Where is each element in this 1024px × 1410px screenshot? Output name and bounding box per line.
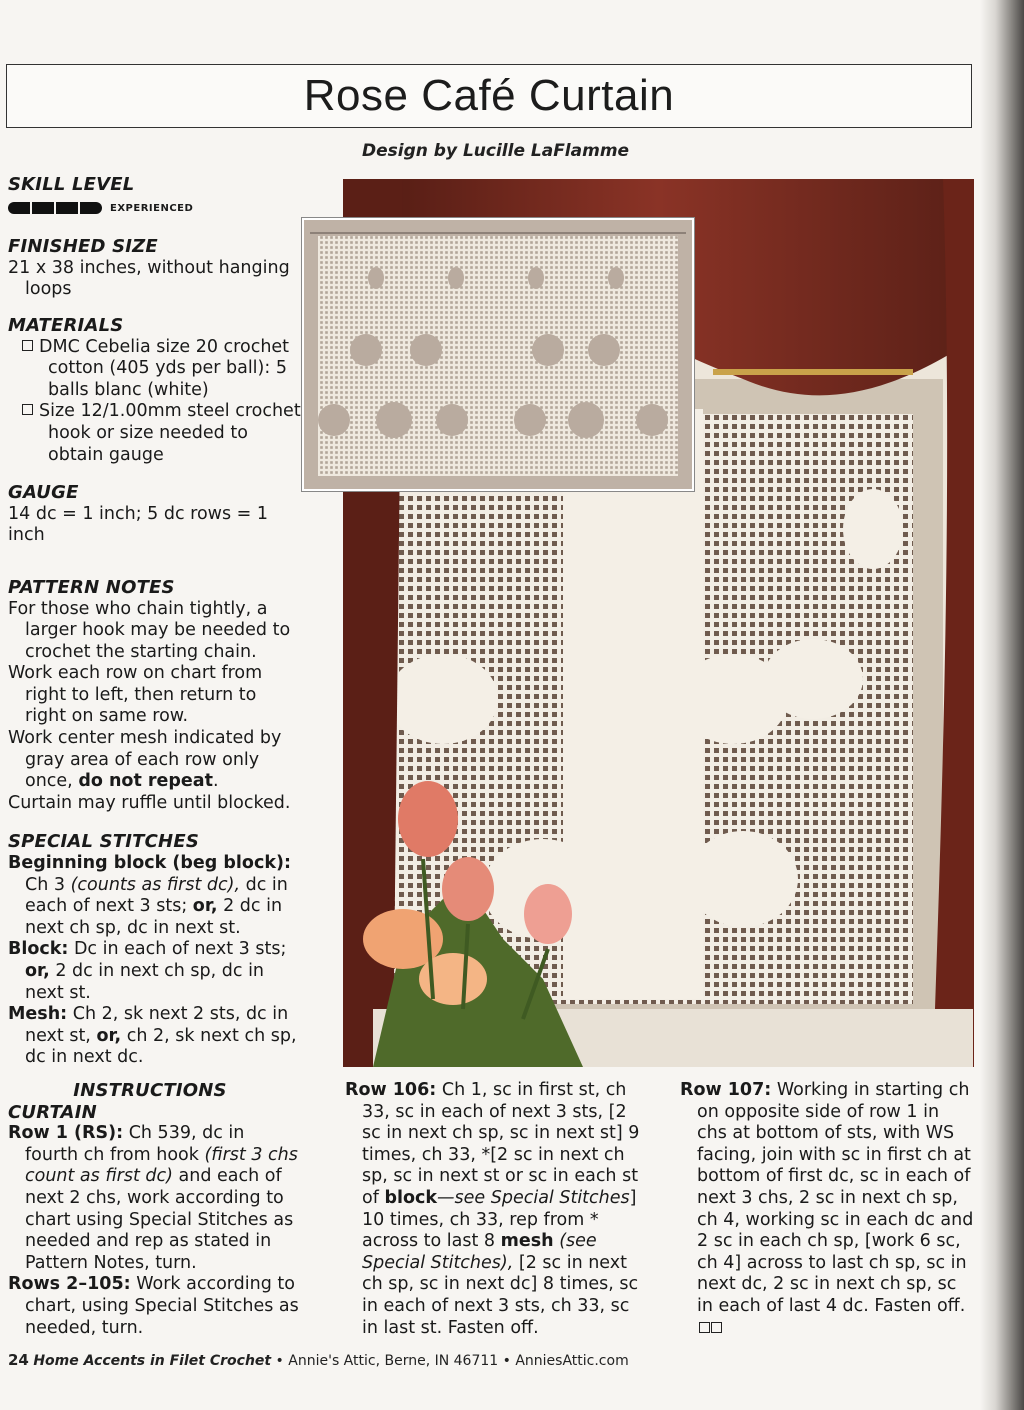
pattern-notes-heading: PATTERN NOTES xyxy=(8,576,175,598)
page-footer xyxy=(8,1351,629,1369)
finished-size-heading: FINISHED SIZE xyxy=(8,236,158,258)
special-stitches-heading: SPECIAL STITCHES xyxy=(8,831,199,853)
title-box xyxy=(6,64,972,128)
book-spine-shadow xyxy=(980,0,1024,1410)
end-marker-icon xyxy=(699,1322,710,1333)
row-106-column xyxy=(345,1080,641,1339)
skill-level-label: EXPERIENCED xyxy=(110,202,194,214)
left-column xyxy=(8,174,302,1069)
curtain-inset-photo xyxy=(302,218,694,491)
skill-segment xyxy=(80,202,102,214)
rows-2-105-instruction: Rows 2–105: Work according to chart, using Special Stitches as needed, turn. xyxy=(8,1274,299,1338)
pattern-note: Curtain may ruffle until blocked. xyxy=(8,792,291,813)
materials-heading: MATERIALS xyxy=(8,314,124,336)
row-1-instruction: Row 1 (RS): Ch 539, dc in fourth ch from hook (first 3 chs count as first dc) and each of next 2 chs, work according to chart using Special Stitches as needed and rep as stated in Pattern Notes, turn. xyxy=(8,1123,298,1273)
page-number: 24 xyxy=(8,1351,29,1369)
materials-item: DMC Cebelia size 20 crochet cotton (405 yds per ball): 5 balls blanc (white) xyxy=(8,337,302,402)
book-title: Home Accents in Filet Crochet xyxy=(33,1353,272,1369)
instructions-column xyxy=(8,1080,302,1339)
row-107-instruction: Row 107: Working in starting ch on opposite side of row 1 in chs at bottom of sts, with WS facing, join with sc in first ch at bottom of first dc, sc in each of next 3 chs, 2 sc in next ch sp, ch 4, working sc in each dc and 2 sc in each ch sp, [work 6 sc, ch 4] across to last ch sp, sc in next dc, 2 sc in next ch sp, sc in each of last 4 dc. Fasten off. xyxy=(680,1080,974,1339)
row-107-column xyxy=(680,1080,974,1339)
pattern-note: For those who chain tightly, a larger hook may be needed to crochet the starting chain. xyxy=(8,598,291,662)
instructions-heading: INSTRUCTIONS xyxy=(73,1080,227,1101)
end-marker-icon xyxy=(711,1322,722,1333)
checkbox-icon xyxy=(22,404,33,415)
stitch-mesh: Mesh: Ch 2, sk next 2 sts, dc in next st, or, ch 2, sk next ch sp, dc in next dc. xyxy=(8,1004,297,1068)
materials-item: Size 12/1.00mm steel crochet hook or size needed to obtain gauge xyxy=(8,401,302,466)
publisher-info: • Annie's Attic, Berne, IN 46711 • AnniesAttic.com xyxy=(271,1353,629,1369)
checkbox-icon xyxy=(22,340,33,351)
curtain-subheading: CURTAIN xyxy=(8,1101,97,1123)
skill-segment xyxy=(32,202,54,214)
skill-segment xyxy=(8,202,30,214)
gauge-heading: GAUGE xyxy=(8,482,79,504)
gauge-text: 14 dc = 1 inch; 5 dc rows = 1 inch xyxy=(8,503,269,546)
pattern-note: Work center mesh indicated by gray area of each row only once, do not repeat. xyxy=(8,728,282,792)
finished-size-text: 21 x 38 inches, without hanging loops xyxy=(8,257,290,300)
row-106-instruction: Row 106: Ch 1, sc in first st, ch 33, sc in each of next 3 sts, [2 sc in next ch sp, sc in next st] 9 times, ch 33, *[2 sc in next ch sp, sc in next st or sc in each st of block—see Special Stitches] 10 times, ch 33, rep from * across to last 8 mesh (see Special Stitches), [2 sc in next ch sp, sc in next dc] 8 times, sc in each of next 3 sts, ch 33, sc in last st. Fasten off. xyxy=(345,1080,640,1338)
page-title: Rose Café Curtain xyxy=(303,71,675,120)
skill-segment xyxy=(56,202,78,214)
skill-heading: SKILL LEVEL xyxy=(8,174,135,195)
pattern-note: Work each row on chart from right to left, then return to right on same row. xyxy=(8,663,263,727)
inset-art xyxy=(304,220,692,489)
stitch-block: Block: Dc in each of next 3 sts; or, 2 dc in next ch sp, dc in next st. xyxy=(8,939,287,1003)
stitch-beg-block: Beginning block (beg block): Ch 3 (counts as first dc), dc in each of next 3 sts; or, 2 dc in next ch sp, dc in next st. xyxy=(8,853,291,938)
skill-level-meter xyxy=(8,198,302,220)
byline: Design by Lucille LaFlamme xyxy=(362,141,630,161)
